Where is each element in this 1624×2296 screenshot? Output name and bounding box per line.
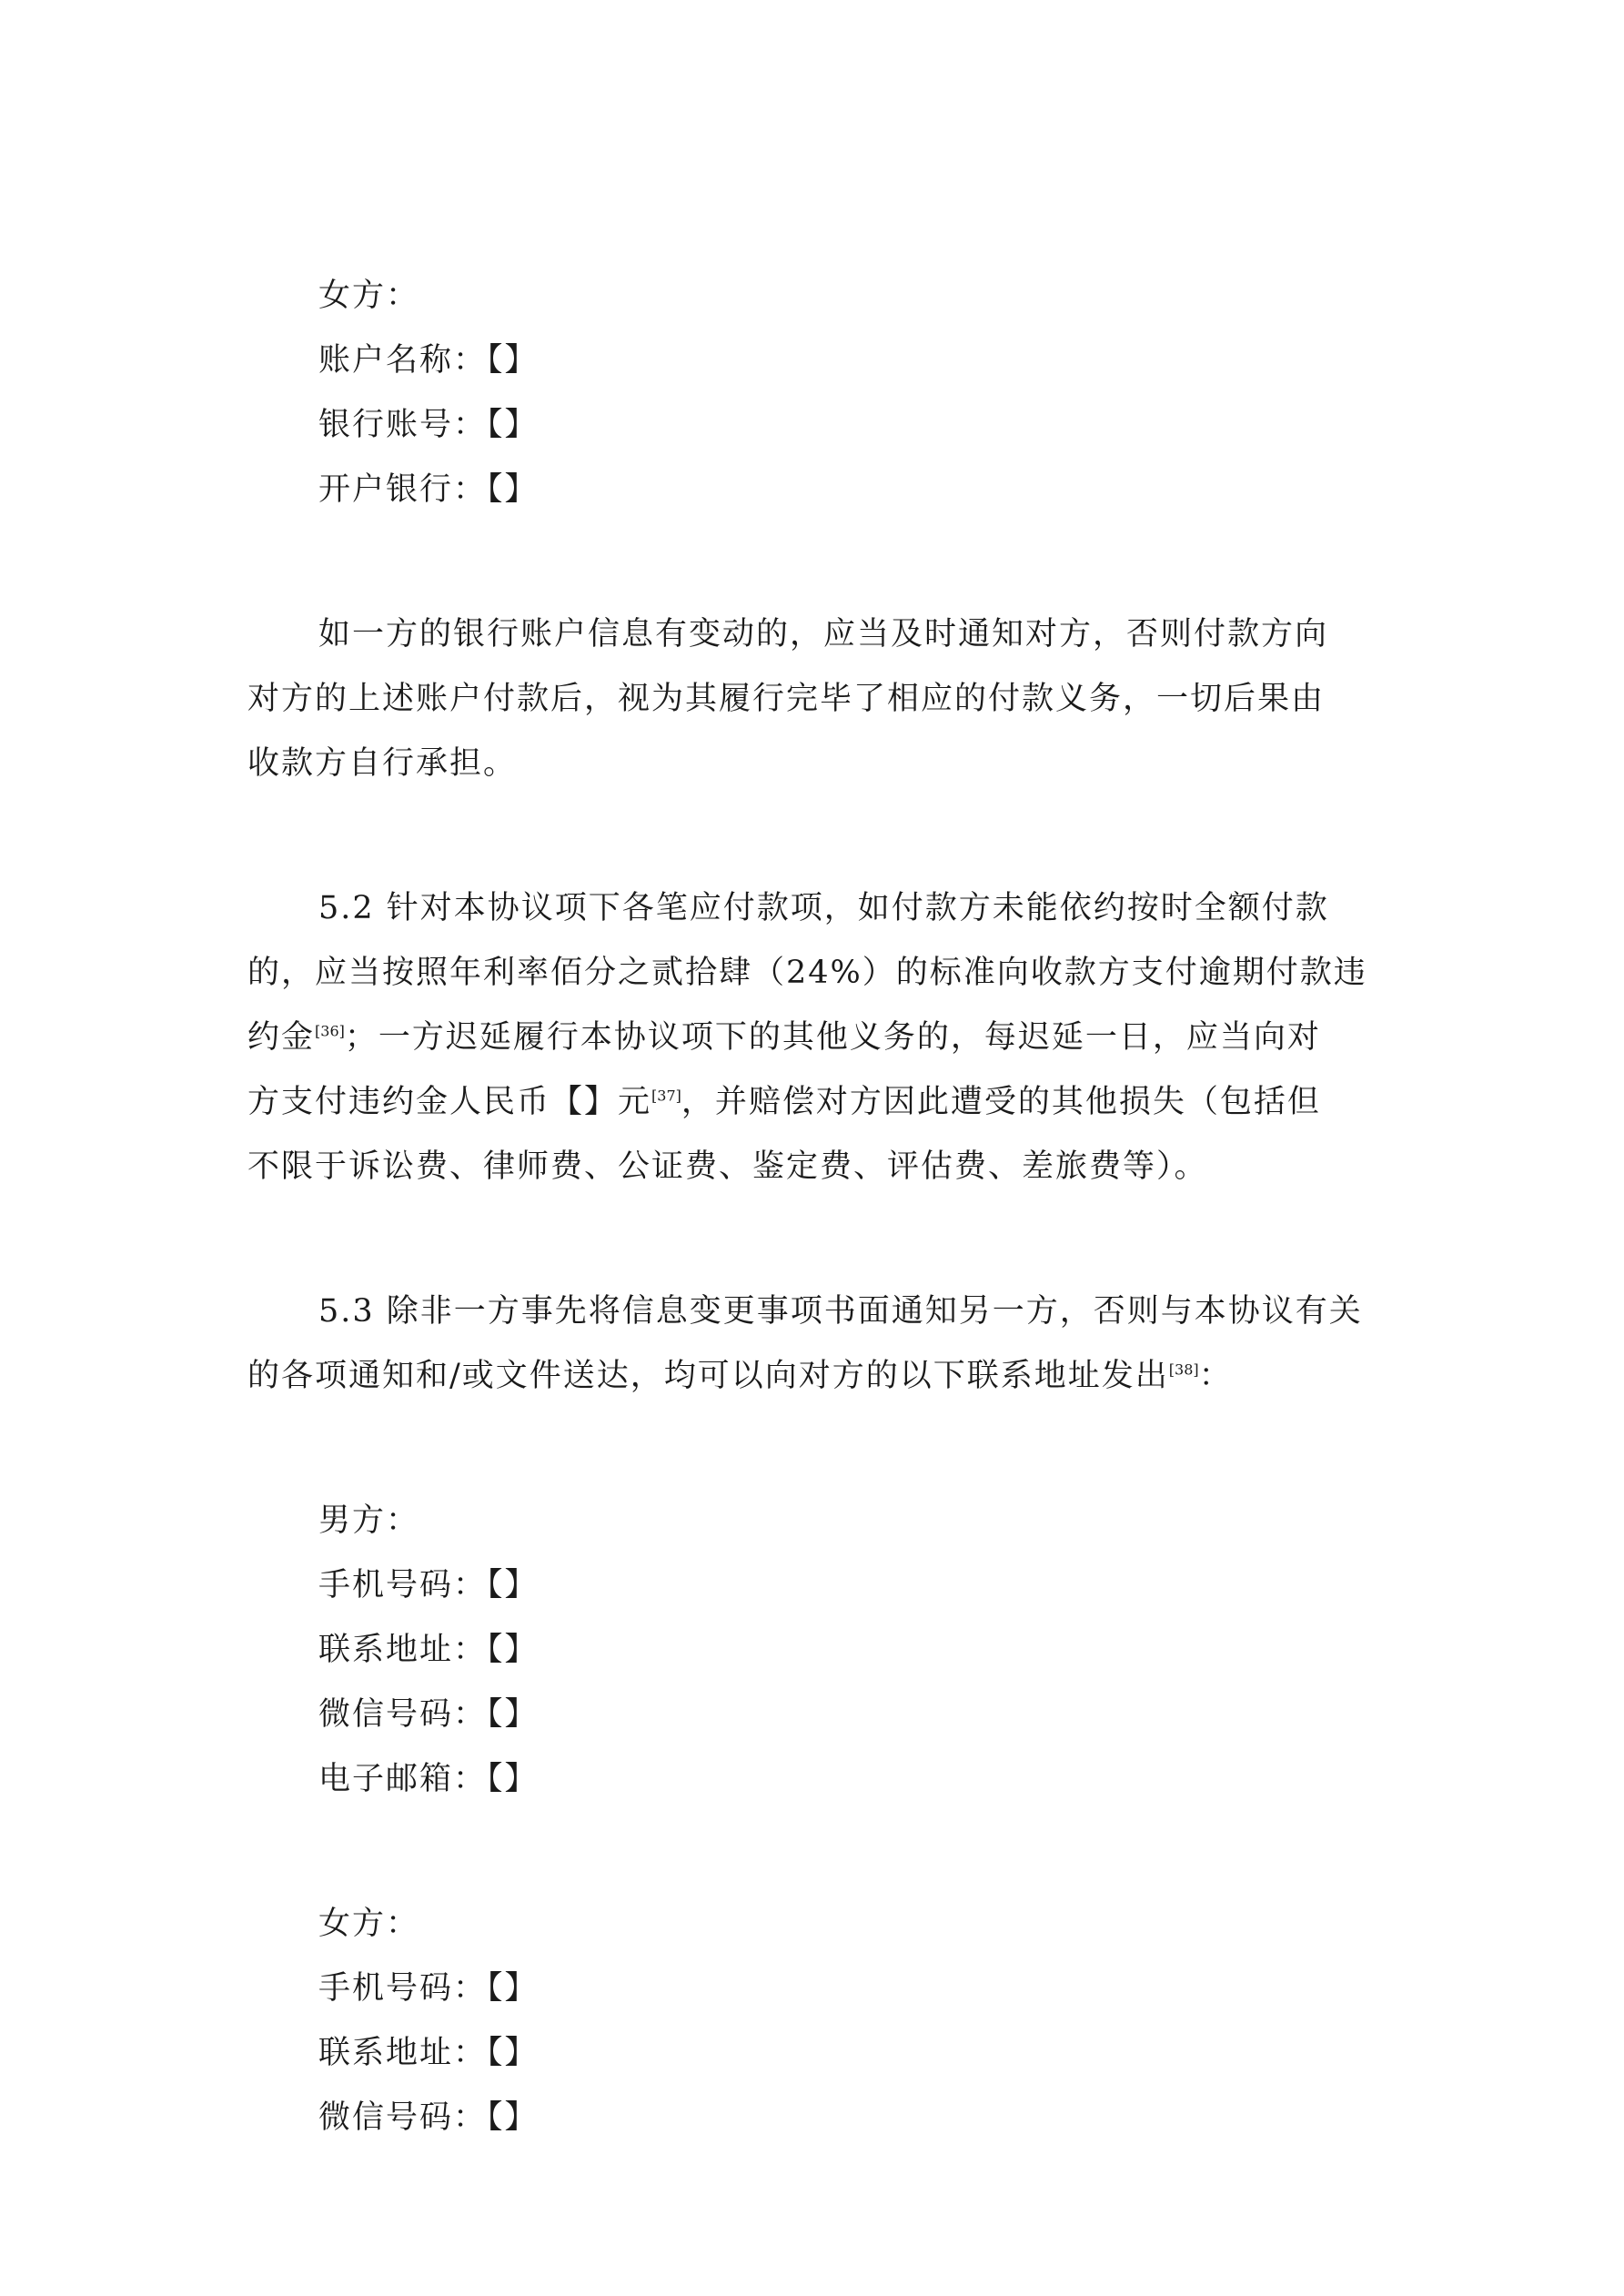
- footnote-ref-36[interactable]: [36]: [315, 1022, 345, 1040]
- text-run: 的各项通知和/或文件送达，均可以向对方的以下联系地址发出: [247, 1358, 1169, 1394]
- paragraph-line: 对方的上述账户付款后，视为其履行完毕了相应的付款义务，一切后果由: [247, 681, 1326, 717]
- male-wechat: 微信号码：【】: [318, 1696, 539, 1733]
- female-contact-section: [247, 1892, 1385, 2150]
- footnote-ref-37[interactable]: [37]: [651, 1087, 681, 1105]
- text-run: ；一方迟延履行本协议项下的其他义务的，每迟延一日，应当向对: [344, 1019, 1321, 1056]
- paragraph-line: 的，应当按照年利率佰分之贰拾肆（24%）的标准向收款方支付逾期付款违: [247, 955, 1367, 991]
- female-bank-heading: 女方：: [318, 278, 420, 314]
- female-bank-section: [247, 264, 1385, 522]
- female-phone: 手机号码：【】: [318, 1970, 539, 2007]
- paragraph-line: 收款方自行承担。: [247, 745, 518, 782]
- male-email: 电子邮箱：【】: [318, 1761, 539, 1797]
- document-page: [247, 264, 1385, 2150]
- female-wechat: 微信号码：【】: [318, 2099, 539, 2136]
- paragraph-line: 不限于诉讼费、律师费、公证费、鉴定费、评估费、差旅费等）。: [247, 1148, 1208, 1185]
- text-run: 约金: [247, 1019, 316, 1056]
- paragraph-line: [247, 1006, 1385, 1070]
- female-bank-account: 银行账号：【】: [318, 407, 539, 443]
- spacer: [247, 1199, 1385, 1279]
- text-run: ：: [1198, 1358, 1233, 1394]
- paragraph-line: [247, 1070, 1385, 1135]
- text-run: 方支付违约金人民币【】元: [247, 1084, 652, 1120]
- male-phone: 手机号码：【】: [318, 1567, 539, 1603]
- spacer: [247, 522, 1385, 602]
- paragraph-line: 如一方的银行账户信息有变动的，应当及时通知对方，否则付款方向: [318, 616, 1329, 652]
- female-address: 联系地址：【】: [318, 2035, 539, 2071]
- female-bank-name: 开户银行：【】: [318, 471, 539, 508]
- footnote-ref-38[interactable]: [38]: [1168, 1360, 1199, 1379]
- spacer: [247, 1409, 1385, 1489]
- text-run: ，并赔偿对方因此遭受的其他损失（包括但: [681, 1084, 1321, 1120]
- bank-change-paragraph: [247, 602, 1385, 796]
- clause-5-3: [247, 1279, 1385, 1409]
- male-contact-section: [247, 1489, 1385, 1812]
- spacer: [247, 796, 1385, 876]
- male-contact-heading: 男方：: [318, 1502, 420, 1539]
- paragraph-line: [247, 1344, 1385, 1409]
- female-account-name: 账户名称：【】: [318, 342, 539, 379]
- spacer: [247, 1812, 1385, 1892]
- paragraph-line: 5.3 除非一方事先将信息变更事项书面通知另一方，否则与本协议有关: [318, 1293, 1363, 1330]
- female-contact-heading: 女方：: [318, 1906, 420, 1942]
- paragraph-line: 5.2 针对本协议项下各笔应付款项，如付款方未能依约按时全额付款: [318, 890, 1329, 926]
- clause-5-2: [247, 876, 1385, 1199]
- male-address: 联系地址：【】: [318, 1632, 539, 1668]
